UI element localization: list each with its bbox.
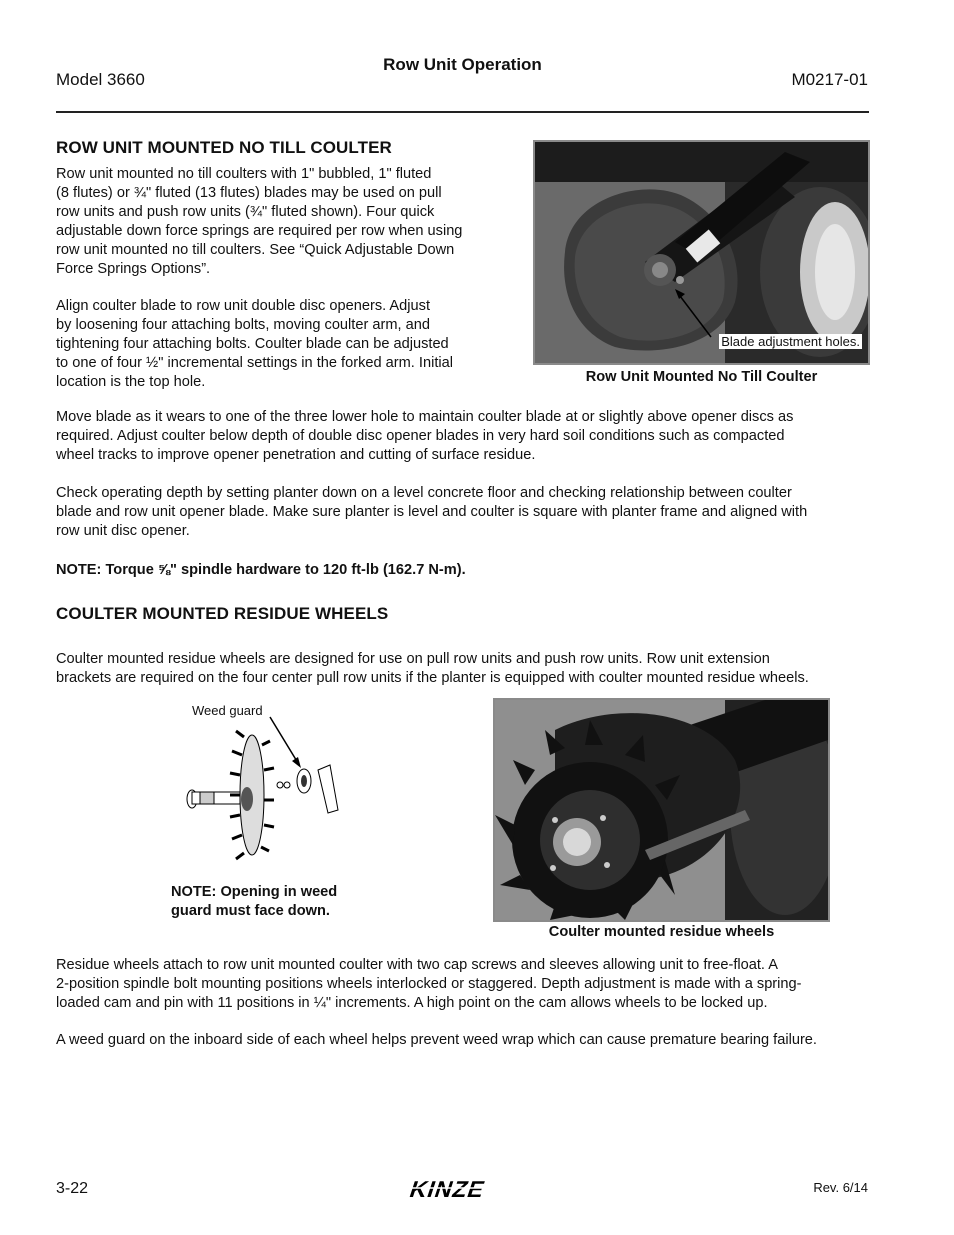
note-line: NOTE: Opening in weed [171,884,338,900]
section-title: Row Unit Operation [383,55,542,74]
text-line: Check operating depth by setting planter down on a level concrete floor and checking relationship between coulter [56,485,792,501]
coulter-photo [533,140,870,365]
text-line: by loosening four attaching bolts, moving coulter arm, and [56,316,430,333]
weed-guard-exploded-diagram [180,715,350,865]
revision-label: Rev. 6/14 [813,1180,868,1195]
heading-residue-wheels: COULTER MOUNTED RESIDUE WHEELS [56,604,389,623]
kinze-logo [405,1176,523,1202]
text-line: A weed guard on the inboard side of each wheel helps prevent weed wrap which can cause premature bearing failure. [56,1032,817,1048]
note-line: guard must face down. [171,902,330,919]
weed-guard-note [171,883,337,921]
text-line: location is the top hole. [56,373,206,390]
svg-text:KINZE: KINZE [406,1176,489,1202]
text-line: (8 flutes) or ¾" fluted (13 flutes) blades may be used on pull [56,184,442,201]
text-line: row unit mounted no till coulters. See “Quick Adjustable Down [56,241,455,258]
paragraph-align-blade [56,297,506,392]
kinze-logo-image [405,1176,523,1202]
text-line: 2-position spindle bolt mounting positions wheels interlocked or staggered. Depth adjustment is made with a spring- [56,975,802,992]
page-number: 3-22 [56,1180,89,1197]
text-line: Coulter mounted residue wheels are designed for use on pull row units and push row units. Row unit extension [56,651,770,667]
paragraph-coulter-intro [56,165,506,278]
text-line: wheel tracks to improve opener penetration and cutting of surface residue. [56,446,536,463]
text-line: Force Springs Options”. [56,260,211,277]
paragraph-weed-guard [56,1031,896,1050]
coulter-figure-caption: Row Unit Mounted No Till Coulter [585,369,818,385]
text-line: loaded cam and pin with 11 positions in ¼" increments. A high point on the cam allows wheels to be locked up. [56,994,768,1011]
paragraph-blade-wear [56,408,886,465]
text-line: to one of four ½" incremental settings in the forked arm. Initial [56,354,453,371]
text-line: Move blade as it wears to one of the three lower hole to maintain coulter blade at or slightly above opener discs as [56,409,794,425]
model-label: Model 3660 [56,70,145,89]
residue-wheel-photo [493,698,830,922]
heading-no-till-coulter: ROW UNIT MOUNTED NO TILL COULTER [56,138,392,157]
coulter-photo-image [535,142,868,363]
residue-figure-caption: Coulter mounted residue wheels [548,924,775,940]
text-line: blade and row unit opener blade. Make sure planter is level and coulter is square with planter frame and aligned with [56,503,808,520]
text-line: Residue wheels attach to row unit mounted coulter with two cap screws and sleeves allowing unit to free-float. A [56,957,778,973]
text-line: tightening four attaching bolts. Coulter blade can be adjusted [56,335,449,352]
text-line: adjustable down force springs are required per row when using [56,222,463,239]
text-line: required. Adjust coulter below depth of double disc opener blades in very hard soil conditions such as compacted [56,427,785,444]
doc-number: M0217-01 [791,70,868,89]
blade-adjustment-label: Blade adjustment holes. [721,334,860,349]
residue-wheel-photo-image [495,700,828,920]
text-line: row units and push row units (¾" fluted shown). Four quick [56,203,435,220]
text-line: row unit disc opener. [56,522,190,539]
header-rule [56,111,869,113]
torque-note: NOTE: Torque ⅝" spindle hardware to 120 ft-lb (162.7 N-m). [56,562,466,578]
text-line: Align coulter blade to row unit double disc openers. Adjust [56,298,430,314]
paragraph-operating-depth [56,484,886,541]
paragraph-residue-intro [56,650,886,688]
text-line: Row unit mounted no till coulters with 1" bubbled, 1" fluted [56,166,432,182]
text-line: brackets are required on the four center pull row units if the planter is equipped with coulter mounted residue wheels. [56,669,809,686]
weed-guard-label: Weed guard [192,703,263,718]
paragraph-residue-attach [56,956,886,1013]
